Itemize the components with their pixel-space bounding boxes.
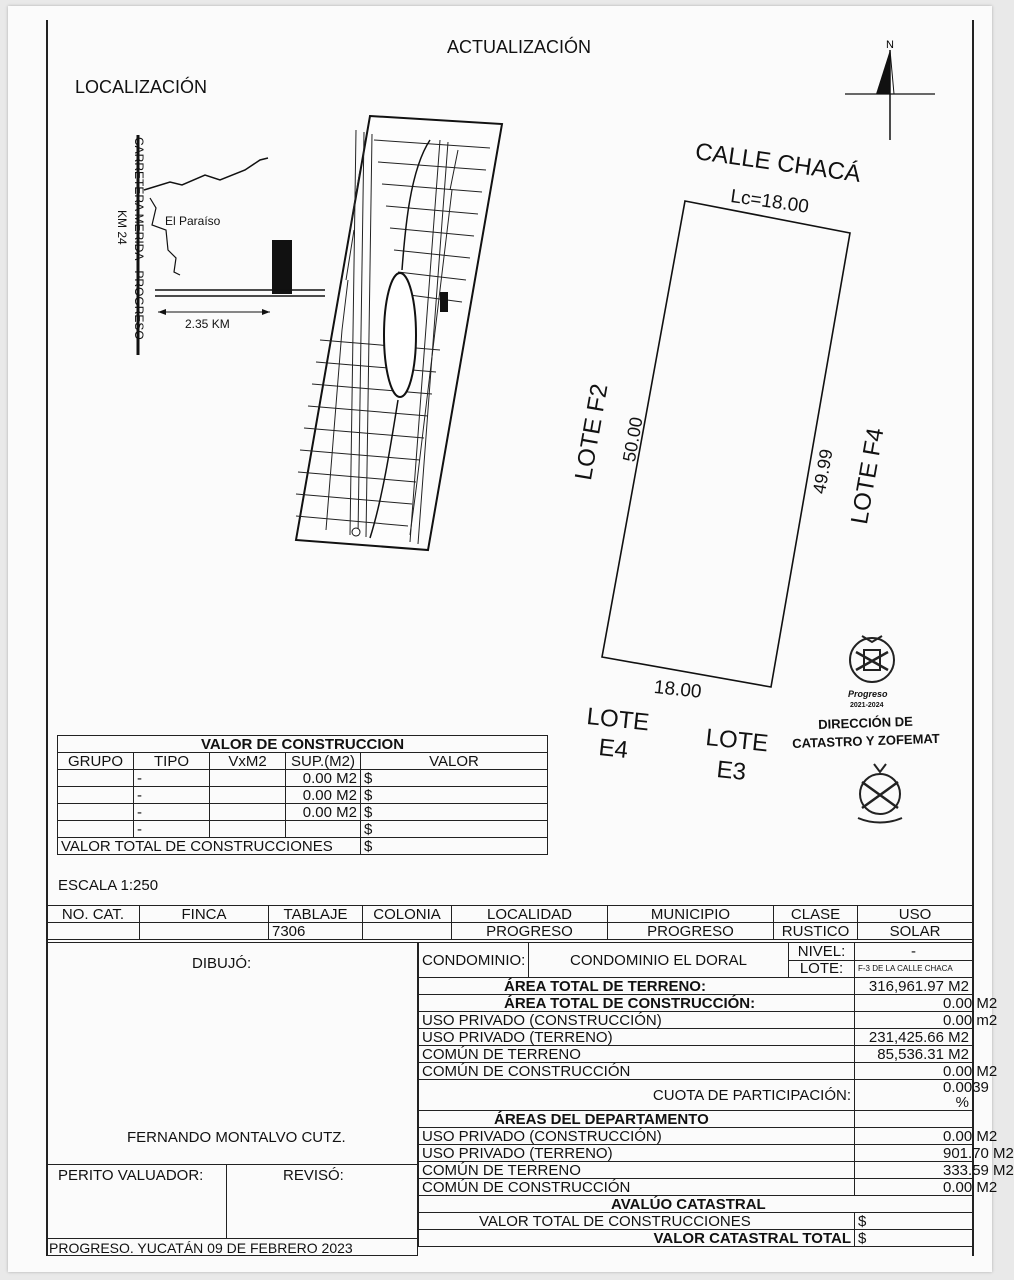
street-name: CALLE CHACÁ bbox=[693, 138, 863, 188]
road-label: CARRETERA MERIDA - PROGRESO bbox=[132, 137, 146, 340]
north-arrow-icon bbox=[840, 36, 940, 146]
table-row: - 0.00 M2 $ bbox=[58, 787, 548, 804]
page-title: ACTUALIZACIÓN bbox=[447, 37, 592, 57]
appraiser-label: PERITO VALUADOR: bbox=[58, 1167, 204, 1184]
place-date: PROGRESO. YUCATÁN 09 DE FEBRERO 2023 bbox=[49, 1240, 353, 1256]
place-label: El Paraíso bbox=[165, 214, 221, 228]
construction-table-title: VALOR DE CONSTRUCCION bbox=[58, 736, 548, 753]
neighbor-e4-line1: LOTE bbox=[585, 703, 651, 737]
neighbor-left: LOTE F2 bbox=[570, 381, 614, 483]
north-label: N bbox=[886, 39, 894, 51]
location-label: LOCALIZACIÓN bbox=[75, 77, 208, 97]
subdivision-plan bbox=[290, 110, 510, 560]
condo-label: CONDOMINIO: bbox=[419, 943, 529, 978]
seal-name: Progreso bbox=[848, 689, 888, 699]
col-colonia: COLONIA bbox=[363, 906, 452, 923]
signature-block bbox=[46, 942, 418, 1256]
level-label: NIVEL: bbox=[789, 943, 855, 961]
col-clase: CLASE bbox=[774, 906, 858, 923]
col-localidad: LOCALIDAD bbox=[452, 906, 608, 923]
table-row: 7306 PROGRESO PROGRESO RUSTICO SOLAR bbox=[47, 923, 973, 940]
drew-label: DIBUJÓ: bbox=[192, 955, 252, 972]
level-value: - bbox=[855, 943, 973, 961]
col-finca: FINCA bbox=[140, 906, 269, 923]
lot-polygon bbox=[560, 180, 890, 720]
neighbor-e3-line1: LOTE bbox=[704, 724, 770, 758]
neighbor-right: LOTE F4 bbox=[846, 425, 890, 527]
stamp-dept-line1: DIRECCIÓN DE bbox=[817, 713, 914, 732]
back-measure: 18.00 bbox=[652, 677, 703, 703]
col-municipio: MUNICIPIO bbox=[608, 906, 774, 923]
stamp-emblem-icon bbox=[852, 760, 910, 826]
condo-name: CONDOMINIO EL DORAL bbox=[529, 943, 789, 978]
property-table bbox=[46, 905, 973, 940]
col-vxm2: VxM2 bbox=[210, 753, 286, 770]
front-measure: Lc=18.00 bbox=[729, 186, 811, 218]
right-measure: 49.99 bbox=[809, 447, 837, 496]
reviewed-label: REVISÓ: bbox=[283, 1167, 344, 1184]
neighbor-e3-line2: E3 bbox=[715, 756, 748, 786]
scale-label: ESCALA 1:250 bbox=[58, 877, 159, 894]
lot-label: LOTE: bbox=[789, 960, 855, 978]
col-grupo: GRUPO bbox=[58, 753, 134, 770]
construction-total-value: $ bbox=[361, 838, 548, 855]
road-km-label: KM 24 bbox=[115, 210, 129, 245]
condominium-table: CONDOMINIO: CONDOMINIO EL DORAL NIVEL: - LOTE: F-3 DE LA CALLE CHACA ÁREA TOTAL DE TERRENO: 316,961.97 M2 ÁREA TOTAL DE CONSTRUCCIÓN: 0.00 M2 USO PRIVADO (CONSTRUCCIÓN) 0.00 m2 USO PRIVADO (TERRENO) 231,425.66 M2 COMÚN DE TERRENO 85,536.31 M2 COMÚN DE CONSTRUCCIÓN 0.00 M2 CUOTA DE PARTICIPACIÓN: 0.0039 % ÁREAS DEL DEPARTAMENTO USO PRIVADO (CONSTRUCCIÓN) 0.00 M2 USO PRIVADO (TERRENO) 901.70 M2 COMÚN DE TERRENO 333.59 M2 COMÚN DE CONSTRUCCIÓN 0.00 M2 AVALÚO CATASTRAL VALOR TOTAL DE CONSTRUCCIONES $ VALOR CATASTRAL TOTAL $ bbox=[418, 942, 973, 1247]
construction-value-table bbox=[57, 735, 548, 855]
stamp-dept-line2: CATASTRO Y ZOFEMAT bbox=[791, 730, 940, 751]
distance-label: 2.35 KM bbox=[185, 317, 230, 331]
table-row: - $ bbox=[58, 821, 548, 838]
lot-value: F-3 DE LA CALLE CHACA bbox=[855, 960, 973, 978]
left-measure: 50.00 bbox=[619, 415, 647, 464]
col-uso: USO bbox=[858, 906, 973, 923]
municipal-seal-icon bbox=[842, 632, 902, 690]
seal-years: 2021-2024 bbox=[850, 702, 884, 709]
neighbor-e4-line2: E4 bbox=[597, 734, 630, 764]
table-row: - 0.00 M2 $ bbox=[58, 770, 548, 787]
col-tipo: TIPO bbox=[134, 753, 210, 770]
col-sup: SUP.(M2) bbox=[286, 753, 361, 770]
col-valor: VALOR bbox=[361, 753, 548, 770]
drew-name: FERNANDO MONTALVO CUTZ. bbox=[127, 1129, 346, 1146]
table-row: - 0.00 M2 $ bbox=[58, 804, 548, 821]
col-tablaje: TABLAJE bbox=[269, 906, 363, 923]
construction-total-label: VALOR TOTAL DE CONSTRUCCIONES bbox=[58, 838, 361, 855]
col-no-cat: NO. CAT. bbox=[47, 906, 140, 923]
